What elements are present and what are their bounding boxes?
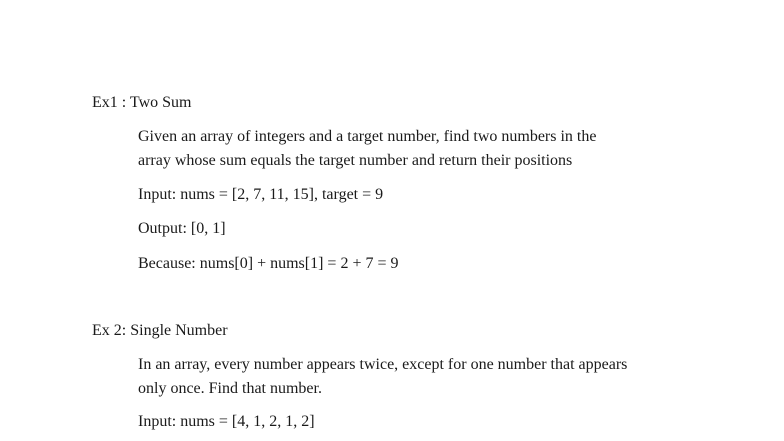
ex2-title: Ex 2: Single Number <box>92 322 228 339</box>
ex1-description-line1: Given an array of integers and a target number, find two numbers in the <box>138 128 597 145</box>
ex1-output: Output: [0, 1] <box>138 220 226 237</box>
ex2-description-line1: In an array, every number appears twice, except for one number that appears <box>138 356 628 373</box>
ex2-description-line2: only once. Find that number. <box>138 380 322 397</box>
ex1-input: Input: nums = [2, 7, 11, 15], target = 9 <box>138 186 384 203</box>
ex1-title: Ex1 : Two Sum <box>92 94 192 111</box>
ex1-description-line2: array whose sum equals the target number and return their positions <box>138 152 573 169</box>
ex2-input: Input: nums = [4, 1, 2, 1, 2] <box>138 413 315 430</box>
ex1-because: Because: nums[0] + nums[1] = 2 + 7 = 9 <box>138 255 399 272</box>
